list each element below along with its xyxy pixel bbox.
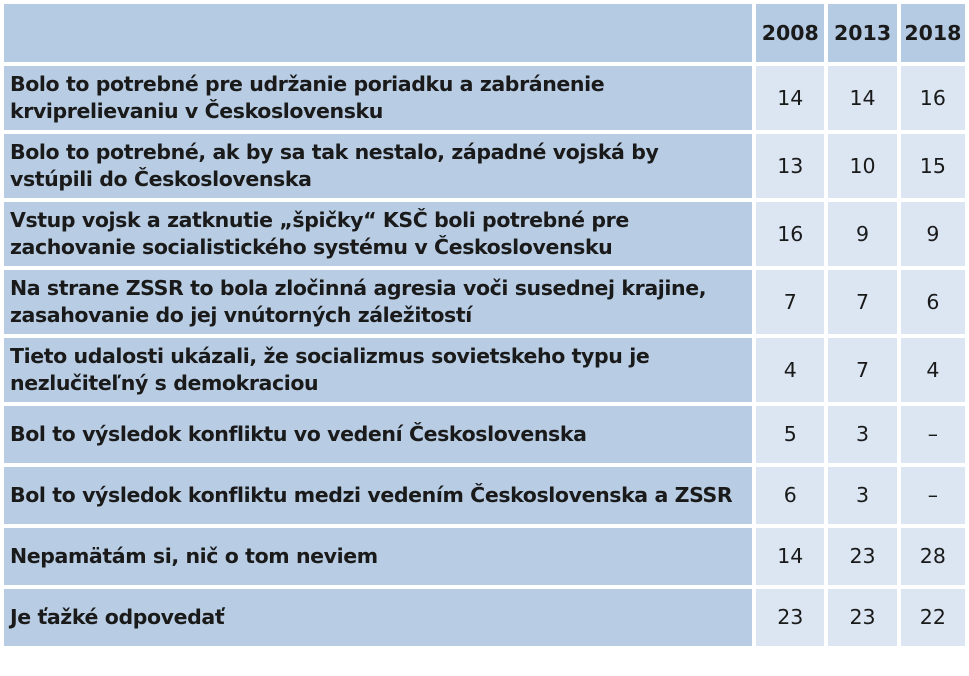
table-row <box>4 589 965 646</box>
table-row <box>4 338 965 402</box>
value-cell-2013: 7 <box>828 338 896 402</box>
column-header-2018: 2018 <box>901 4 965 62</box>
value-cell-2008: 23 <box>756 589 824 646</box>
row-label: Na strane ZSSR to bola zločinná agresia voči susednej krajine, zasahovanie do jej vnútorných záležitostí <box>4 270 752 334</box>
header-corner-cell <box>4 4 752 62</box>
row-label: Nepamätám si, nič o tom neviem <box>4 528 752 585</box>
row-label: Bolo to potrebné, ak by sa tak nestalo, západné vojská by vstúpili do Československa <box>4 134 752 198</box>
row-label: Bol to výsledok konfliktu vo vedení Československa <box>4 406 752 463</box>
table-row <box>4 202 965 266</box>
value-cell-2008: 4 <box>756 338 824 402</box>
column-header-2013: 2013 <box>828 4 896 62</box>
value-cell-2008: 14 <box>756 528 824 585</box>
value-cell-2008: 16 <box>756 202 824 266</box>
header-row <box>4 4 965 62</box>
value-cell-2008: 7 <box>756 270 824 334</box>
row-label: Tieto udalosti ukázali, že socializmus sovietskeho typu je nezlučiteľný s demokraciou <box>4 338 752 402</box>
row-label: Je ťažké odpovedať <box>4 589 752 646</box>
value-cell-2008: 5 <box>756 406 824 463</box>
row-label: Bol to výsledok konfliktu medzi vedením Československa a ZSSR <box>4 467 752 524</box>
value-cell-2013: 9 <box>828 202 896 266</box>
value-cell-2018: 28 <box>901 528 965 585</box>
value-cell-2018: 9 <box>901 202 965 266</box>
value-cell-2013: 23 <box>828 528 896 585</box>
value-cell-2018: 4 <box>901 338 965 402</box>
column-header-2008: 2008 <box>756 4 824 62</box>
value-cell-2013: 3 <box>828 467 896 524</box>
table-row <box>4 406 965 463</box>
table-row <box>4 528 965 585</box>
value-cell-2018: 6 <box>901 270 965 334</box>
row-label: Bolo to potrebné pre udržanie poriadku a zabránenie krviprelievaniu v Československu <box>4 66 752 130</box>
value-cell-2018: 15 <box>901 134 965 198</box>
value-cell-2013: 3 <box>828 406 896 463</box>
value-cell-2013: 7 <box>828 270 896 334</box>
table-row <box>4 467 965 524</box>
value-cell-2008: 6 <box>756 467 824 524</box>
value-cell-2008: 13 <box>756 134 824 198</box>
value-cell-2008: 14 <box>756 66 824 130</box>
table-row <box>4 270 965 334</box>
value-cell-2018: 16 <box>901 66 965 130</box>
table-row <box>4 66 965 130</box>
value-cell-2018: – <box>901 406 965 463</box>
value-cell-2013: 14 <box>828 66 896 130</box>
value-cell-2018: 22 <box>901 589 965 646</box>
row-label: Vstup vojsk a zatknutie „špičky“ KSČ boli potrebné pre zachovanie socialistického systému v Československu <box>4 202 752 266</box>
table-row <box>4 134 965 198</box>
value-cell-2018: – <box>901 467 965 524</box>
value-cell-2013: 23 <box>828 589 896 646</box>
value-cell-2013: 10 <box>828 134 896 198</box>
